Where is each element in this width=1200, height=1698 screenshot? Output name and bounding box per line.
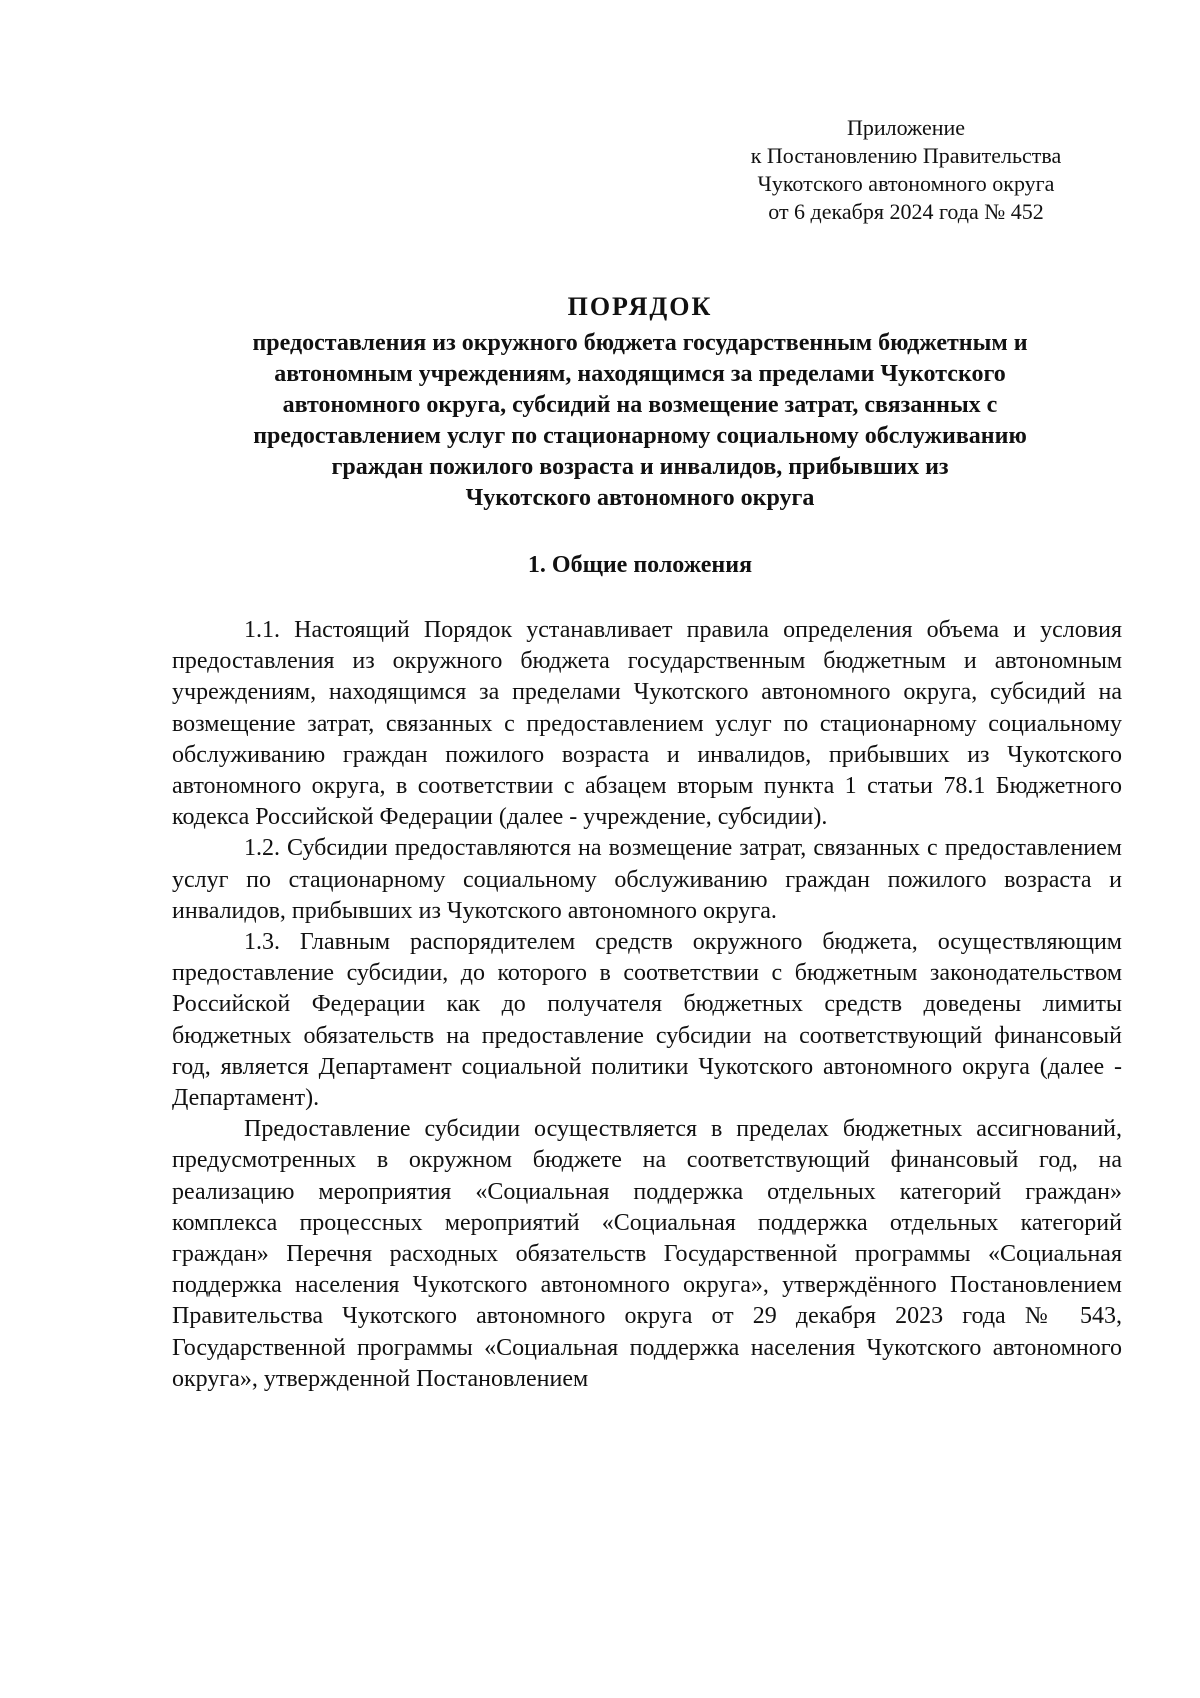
paragraph-1-2: 1.2. Субсидии предоставляются на возмещение затрат, связанных с предоставлением услуг по стационарному социальному обслуживанию граждан пожилого возраста и инвалидов, прибывших из Чукотского автономного округа. (172, 835, 1122, 924)
paragraph-1-3: 1.3. Главным распорядителем средств окружного бюджета, осуществляющим предоставление субсидии, до которого в соответствии с бюджетным законодательством Российской Федерации как до получателя бюджетных средств доведены лимиты бюджетных обязательств на предоставление субсидии на соответствующий финансовый год, является Департамент социальной политики Чукотского автономного округа (далее - Департамент). (172, 929, 1122, 1112)
section-heading: 1. Общие положения (527, 552, 753, 578)
title-block (160, 290, 1120, 514)
paragraph-1-1: 1.1. Настоящий Порядок устанавливает правила определения объема и условия предоставления из окружного бюджета государственным бюджетным и автономным учреждениям, находящимся за пределами Чукотского автономного округа, субсидий на возмещение затрат, связанных с предоставлением услуг по стационарному социальному обслуживанию граждан пожилого возраста и инвалидов, прибывших из Чукотского автономного округа, в соответствии с абзацем вторым пункта 1 статьи 78.1 Бюджетного кодекса Российской Федерации (далее - учреждение, субсидии). (172, 617, 1122, 831)
paragraph-funding: Предоставление субсидии осуществляется в пределах бюджетных ассигнований, предусмотренных в окружном бюджете на соответствующий финансовый год, на реализацию мероприятия «Социальная поддержка отдельных категорий граждан» комплекса процессных мероприятий «Социальная поддержка отдельных категорий граждан» Перечня расходных обязательств Государственной программы «Социальная поддержка населения Чукотского автономного округа», утверждённого Постановлением Правительства Чукотского автономного округа от 29 декабря 2023 года № 543, Государственной программы «Социальная поддержка населения Чукотского автономного округа», утвержденной Постановлением (172, 1116, 1122, 1392)
document-subtitle (160, 328, 1120, 514)
subtitle-line: предоставления из окружного бюджета государственным бюджетным и (252, 330, 1028, 356)
appendix-region: Чукотского автономного округа (757, 171, 1055, 196)
subtitle-line: Чукотского автономного округа (465, 485, 815, 511)
subtitle-line: предоставлением услуг по стационарному социальному обслуживанию (253, 423, 1027, 449)
appendix-reference: к Постановлению Правительства (750, 143, 1062, 168)
subtitle-line: граждан пожилого возраста и инвалидов, прибывших из (331, 454, 949, 480)
document-title: ПОРЯДОК (567, 292, 713, 321)
appendix-block (720, 114, 1092, 226)
subtitle-line: автономного округа, субсидий на возмещение затрат, связанных с (282, 392, 998, 418)
subtitle-line: автономным учреждениям, находящимся за пределами Чукотского (274, 361, 1006, 387)
appendix-label: Приложение (846, 115, 966, 140)
document-body (172, 615, 1122, 1395)
appendix-date: от 6 декабря 2024 года № 452 (768, 199, 1044, 224)
